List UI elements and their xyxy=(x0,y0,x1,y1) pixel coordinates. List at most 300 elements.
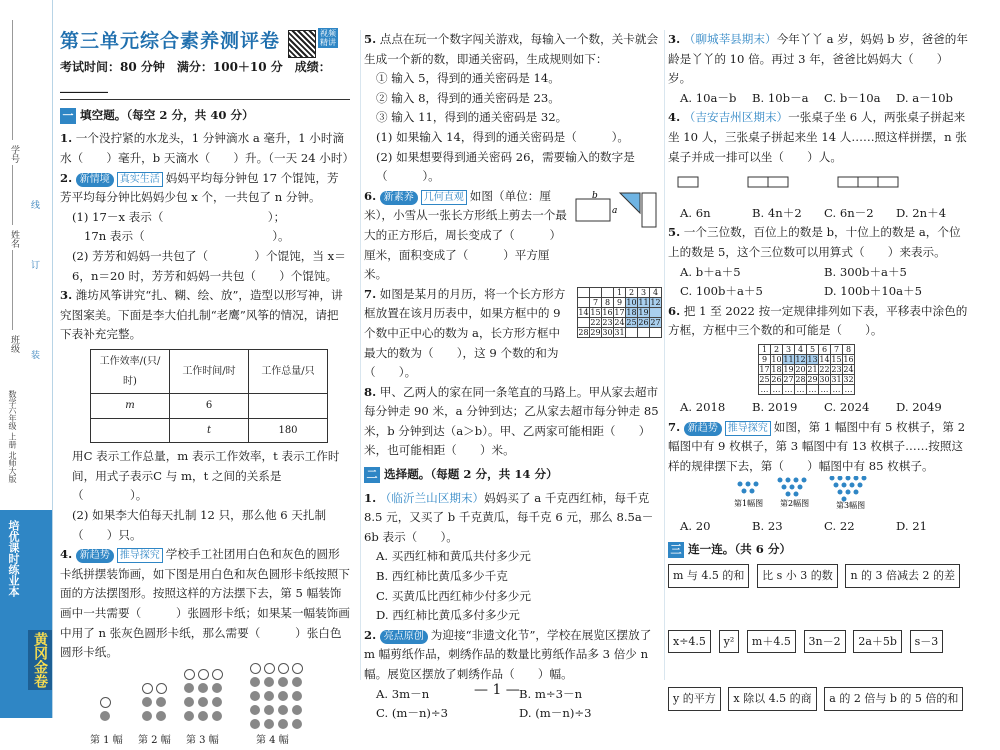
num-cell: … xyxy=(772,384,781,394)
num-cell: 9 xyxy=(759,354,771,364)
cal-cell: 24 xyxy=(614,317,625,327)
chess-piece xyxy=(858,483,863,488)
edition-label: 北师大版 xyxy=(8,451,17,484)
cal-cell: 26 xyxy=(638,317,649,327)
chess-piece xyxy=(782,485,787,490)
num-cell: … xyxy=(820,384,829,394)
white-circle xyxy=(184,669,195,680)
name-label: 姓名 xyxy=(9,230,19,248)
num-cell: 24 xyxy=(843,364,854,374)
chess-piece xyxy=(834,483,839,488)
question-text: 妈妈平均每分钟包 17 个馄饨，芳芳平均每分钟比妈妈少包 x 个，一共包了 n 分钟。 xyxy=(60,170,339,205)
gray-circle xyxy=(250,691,260,701)
num-cell: 23 xyxy=(831,364,842,374)
question-text: 一张桌子坐 6 人，两张桌子拼起来坐 10 人，三张桌子拼起来坐 14 人……照这样拼摆，n 张桌子并成一排可以坐（ ）人。 xyxy=(668,110,967,164)
column-2 xyxy=(364,30,662,724)
table-cell: 180 xyxy=(249,418,328,443)
student-id-label: 学号 xyxy=(9,145,19,163)
cal-cell xyxy=(650,327,662,337)
num-cell: 4 xyxy=(795,344,807,354)
link-bottom-item[interactable]: a 的 2 倍与 b 的 5 倍的和 xyxy=(824,687,963,711)
binding-margin xyxy=(0,0,53,718)
cal-cell: 30 xyxy=(602,327,613,337)
section-number: 三 xyxy=(668,542,684,558)
chess-piece xyxy=(778,478,783,483)
triangle-shape xyxy=(620,193,640,213)
choice-1 xyxy=(364,489,662,548)
num-cell: 21 xyxy=(807,364,818,374)
gray-circle xyxy=(292,719,302,729)
page-title: 第三单元综合素养测评卷 xyxy=(60,30,281,52)
exam-info: 考试时间：80 分钟 满分：100＋10 分 成绩：________ xyxy=(60,58,350,100)
options-row xyxy=(668,204,968,224)
chess-piece xyxy=(838,476,843,481)
table-rect xyxy=(768,177,788,187)
option[interactable]: D. 100b＋10a＋5 xyxy=(824,284,923,299)
chess-piece xyxy=(786,492,791,497)
question-number: 8. xyxy=(364,384,377,399)
num-cell: 17 xyxy=(759,364,770,374)
number-table xyxy=(758,344,855,395)
cal-cell: 1 xyxy=(614,287,626,297)
table-rect xyxy=(678,177,698,187)
question-number: 7. xyxy=(668,419,681,434)
section-heading xyxy=(60,106,350,126)
cal-cell: 7 xyxy=(590,297,602,307)
num-cell: 18 xyxy=(771,364,782,374)
column-divider xyxy=(664,30,665,680)
option[interactable]: A. b＋a＋5 xyxy=(680,264,741,279)
label-b: b xyxy=(592,190,598,201)
question-text: 为迎接“非遗文化节”，学校在展览区摆放了 m 幅剪纸作品，刺绣作品的数量比剪纸作品多 3 倍少 n 幅。展览区摆放了刺绣作品（ ）幅。 xyxy=(364,627,652,681)
chess-piece xyxy=(846,490,851,495)
link-bottom-item[interactable]: y 的平方 xyxy=(668,687,721,711)
cal-cell: 16 xyxy=(602,307,613,317)
page-number: — 1 — xyxy=(474,682,520,698)
figure-label: 第 3 幅 xyxy=(186,734,219,746)
question-number: 5. xyxy=(668,225,681,240)
num-cell: … xyxy=(784,384,793,394)
gray-circle xyxy=(264,719,274,729)
subquestion: (1) 17－x 表示（ ）； xyxy=(72,209,286,224)
chess-piece xyxy=(742,489,747,494)
chess-piece xyxy=(794,492,799,497)
gray-circle xyxy=(212,697,222,707)
cal-cell xyxy=(578,317,590,327)
rectangle-shape xyxy=(576,199,610,221)
subquestion: 用C 表示工作总量，m 表示工作效率，t 表示工作时间，用式子表示C 与 m，t 之间的关系是（ ）。 xyxy=(72,449,340,503)
question-number: 4. xyxy=(668,110,681,125)
chess-piece xyxy=(802,478,807,483)
num-cell: 29 xyxy=(807,374,818,384)
question-number: 2. xyxy=(60,170,73,185)
choice-7 xyxy=(668,418,968,477)
question-number: 7. xyxy=(364,286,377,301)
column-1 xyxy=(60,29,355,746)
num-cell: … xyxy=(832,384,841,394)
section-heading xyxy=(668,540,968,560)
link-mid-item[interactable]: m＋4.5 xyxy=(747,630,796,654)
chess-piece xyxy=(786,478,791,483)
chess-piece xyxy=(862,476,867,481)
cal-cell: 14 xyxy=(578,307,589,317)
cal-cell xyxy=(626,327,638,337)
table-header: 工作时间/时 xyxy=(170,349,249,393)
gray-circle xyxy=(142,711,152,721)
gray-circle xyxy=(278,705,288,715)
chess-group xyxy=(778,478,807,497)
table-cell[interactable] xyxy=(249,394,328,419)
link-top-item[interactable]: n 的 3 倍减去 2 的差 xyxy=(845,564,960,588)
option[interactable]: C. 22 xyxy=(824,518,855,533)
question-number: 6. xyxy=(364,188,377,203)
link-mid-item[interactable]: 3n－2 xyxy=(804,630,846,654)
cal-cell xyxy=(590,287,602,297)
white-circle xyxy=(264,663,275,674)
question-text: 甲、乙两人的家在同一条笔直的马路上。甲从家去超市每分钟走 90 米，a 分钟到达；乙从家去超市每分钟走 85 米，b 分钟到达（a＞b）。甲、乙两家可能相距（ ）米，也可能相距（ ）米。 xyxy=(364,384,659,458)
column-3 xyxy=(668,30,968,711)
cal-cell: 2 xyxy=(626,287,638,297)
subquestion: 17n 表示（ ）。 xyxy=(84,229,290,244)
section-title: 连一连。（共 6 分） xyxy=(688,542,792,557)
chess-group xyxy=(738,482,759,494)
calendar-table xyxy=(577,287,662,338)
figure-label: 第2幅图 xyxy=(780,499,810,509)
num-cell: 25 xyxy=(759,374,770,384)
class-label: 班级 xyxy=(9,335,19,353)
option[interactable]: A. 20 xyxy=(680,518,711,533)
cal-cell xyxy=(650,307,662,317)
tag-badge: 亮点原创 xyxy=(380,630,428,644)
qr-label: 视频精讲 xyxy=(320,29,336,47)
choice-4 xyxy=(668,108,968,167)
option[interactable]: C. 买黄瓜比西红柿少付多少元 xyxy=(376,588,531,603)
cal-cell xyxy=(578,287,590,297)
option[interactable]: C. (m－n)÷3 xyxy=(376,706,449,721)
rule: ③ 输入 11，得到的通关密码是 32。 xyxy=(376,110,568,125)
qr-code-icon[interactable] xyxy=(288,30,316,58)
gray-circle xyxy=(264,677,274,687)
figure-label: 第 2 幅 xyxy=(138,734,171,746)
question-number: 3. xyxy=(668,32,681,46)
num-cell: 8 xyxy=(843,344,855,354)
option[interactable]: D. a－10b xyxy=(896,90,953,105)
gray-circle xyxy=(278,719,288,729)
option[interactable]: A. 买西红柿和黄瓜共付多少元 xyxy=(376,549,531,564)
chess-piece xyxy=(854,476,859,481)
gray-circle xyxy=(156,697,166,707)
choice-3 xyxy=(668,30,968,89)
cal-cell xyxy=(602,287,614,297)
brand-subtitle: 培优课时练业本 xyxy=(7,520,20,597)
question-number: 4. xyxy=(60,547,73,562)
gray-circle xyxy=(184,697,194,707)
option[interactable]: A. 3m－n xyxy=(376,686,430,701)
seal-mark: 线 xyxy=(29,200,39,209)
section-number: 一 xyxy=(60,108,76,124)
source-label: （临沂兰山区期末） xyxy=(379,490,485,505)
brand-logo: 黄冈金卷 xyxy=(28,630,52,690)
question-number: 6. xyxy=(668,303,681,318)
option[interactable]: B. 10b－a xyxy=(752,90,809,105)
gray-circle xyxy=(292,691,302,701)
rectangle-figure xyxy=(574,189,662,229)
link-bottom-row xyxy=(668,687,968,711)
question-text: 如图，第 1 幅图中有 5 枚棋子，第 2 幅图中有 9 枚棋子，第 3 幅图中有 13 枚棋子……按照这样的规律摆下去，第（ ）幅图中有 85 枚棋子。 xyxy=(668,419,966,473)
publisher-info xyxy=(6,390,18,483)
question-8 xyxy=(364,383,662,461)
question-2 xyxy=(60,169,350,208)
num-cell: 30 xyxy=(819,374,830,384)
num-cell: 2 xyxy=(771,344,783,354)
gray-circle xyxy=(292,677,302,687)
gray-circle xyxy=(264,705,274,715)
choice-6 xyxy=(668,302,968,341)
question-7 xyxy=(364,285,662,383)
gray-circle xyxy=(156,711,166,721)
chess-piece xyxy=(750,489,755,494)
question-text: 妈妈买了 a 千克西红柿，每千克 8.5 元，又买了 b 千克黄瓜，每千克 6 元，那么 8.5a－6b 表示（ ）。 xyxy=(364,490,654,544)
num-cell: 11 xyxy=(783,354,794,364)
tag-badge: 推导探究 xyxy=(725,421,771,436)
option[interactable]: A. 10a－b xyxy=(680,90,737,105)
question-text: 如图是某月的月历，将一个长方形方框放置在该月历表中，如果方框中的 9 个数中正中心的数为 a，长方形方框中最大的数为（ ），这 9 个数的和为（ ）。 xyxy=(364,286,566,380)
table-cell[interactable] xyxy=(91,418,170,443)
question-text: 一个没拧紧的水龙头，1 分钟滴水 a 毫升，1 小时滴水（ ）毫升，b 天滴水（ ）升。（一天 24 小时） xyxy=(60,131,355,165)
cal-cell xyxy=(638,327,650,337)
table-group xyxy=(748,177,788,187)
chess-piece xyxy=(798,485,803,490)
question-number: 5. xyxy=(364,32,377,46)
link-mid-item[interactable]: 2a＋5b xyxy=(853,630,902,654)
question-3 xyxy=(60,286,350,345)
gray-circle xyxy=(198,683,208,693)
link-mid-row xyxy=(668,630,968,654)
num-cell: 14 xyxy=(819,354,830,364)
options-row xyxy=(668,517,968,537)
tag-badge: 真实生活 xyxy=(117,172,163,187)
subquestion: (2) 如果想要得到通关密码 26，需要输入的数字是（ ）。 xyxy=(376,149,635,184)
cal-cell: 18 xyxy=(626,307,637,317)
white-circle xyxy=(142,683,153,694)
section-title: 填空题。（每空 2 分，共 40 分） xyxy=(80,107,254,122)
num-cell: … xyxy=(760,384,769,394)
chess-piece xyxy=(790,485,795,490)
num-cell: 12 xyxy=(795,354,806,364)
option[interactable]: D. 2049 xyxy=(896,399,942,414)
circle-figures xyxy=(60,669,350,746)
cal-cell: 29 xyxy=(590,327,601,337)
chess-piece xyxy=(846,476,851,481)
num-cell: … xyxy=(796,384,805,394)
option[interactable]: C. 100b＋a＋5 xyxy=(680,284,763,299)
link-mid-item[interactable]: s－3 xyxy=(910,630,944,654)
white-circle xyxy=(100,697,111,708)
question-1 xyxy=(60,129,355,168)
subquestion: (2) 芳芳和妈妈一共包了（ ）个馄饨，当 x＝6，n＝20 时，芳芳和妈妈一共包（ ）个馄饨。 xyxy=(72,248,346,283)
option[interactable]: B. 西红柿比黄瓜多少千克 xyxy=(376,569,508,584)
link-top-item[interactable]: 比 s 小 3 的数 xyxy=(757,564,838,588)
question-5 xyxy=(364,30,662,69)
figure-label: 第 1 幅 xyxy=(90,734,123,746)
option[interactable]: B. 23 xyxy=(752,518,783,533)
source-label: （聊城莘县期末） xyxy=(683,32,777,46)
num-cell: 28 xyxy=(795,374,806,384)
num-cell: … xyxy=(844,384,853,394)
option[interactable]: C. b－10a xyxy=(824,90,881,105)
subquestion: (2) 如果李大伯每天扎制 12 只，那么他 6 天扎制（ ）只。 xyxy=(72,508,327,542)
gray-circle xyxy=(250,677,260,687)
options-row xyxy=(668,89,968,109)
table-cell: m xyxy=(91,394,170,419)
tag-badge: 新趋势 xyxy=(76,549,114,563)
num-cell: 20 xyxy=(795,364,806,374)
gray-circle xyxy=(142,697,152,707)
option[interactable]: D. 21 xyxy=(896,518,928,533)
chess-piece xyxy=(754,482,759,487)
cal-cell: 3 xyxy=(638,287,650,297)
chess-figures xyxy=(668,476,968,510)
option[interactable]: B. 2019 xyxy=(752,399,798,414)
options-row xyxy=(668,263,968,302)
gray-circle xyxy=(212,683,222,693)
question-number: 1. xyxy=(364,490,377,505)
question-number: 3. xyxy=(60,288,73,303)
white-circle xyxy=(250,663,261,674)
num-cell: 15 xyxy=(831,354,842,364)
link-bottom-item[interactable]: x 除以 4.5 的商 xyxy=(728,687,816,711)
choice-5 xyxy=(668,223,968,262)
gray-circle xyxy=(278,691,288,701)
option[interactable]: A. 2018 xyxy=(680,399,726,414)
subquestion: (1) 如果输入 14，得到的通关密码是（ ）。 xyxy=(376,129,630,144)
num-cell: 32 xyxy=(843,374,854,384)
question-4 xyxy=(60,545,350,663)
gray-circle xyxy=(292,705,302,715)
option[interactable]: B. m÷3－n xyxy=(519,686,583,701)
gray-circle xyxy=(250,705,260,715)
choice-2 xyxy=(364,626,662,685)
cal-cell: 4 xyxy=(650,287,662,297)
option[interactable]: A. 6n xyxy=(680,205,711,220)
line xyxy=(12,20,13,140)
cal-cell: 17 xyxy=(614,307,625,317)
cal-cell: 12 xyxy=(650,297,661,307)
option[interactable]: D. 西红柿比黄瓜多付多少元 xyxy=(376,608,520,623)
chess-group xyxy=(830,476,867,502)
tag-badge: 新情境 xyxy=(76,173,114,187)
num-cell: 10 xyxy=(771,354,782,364)
question-text: 一个三位数，百位上的数是 b，十位上的数是 a，个位上的数是 5，这个三位数可以用算式（ ）来表示。 xyxy=(668,225,961,259)
question-text: 潍坊风筝讲究“扎、糊、绘、放”，造型以形写神，讲究图案美。下面是李大伯扎制“老鹰”风筝的情况，请把下表补充完整。 xyxy=(60,288,343,342)
num-cell: 3 xyxy=(783,344,795,354)
cal-cell: 11 xyxy=(638,297,649,307)
figure-label: 第1幅图 xyxy=(734,499,764,509)
num-cell: 13 xyxy=(807,354,818,364)
source-label: （吉安吉州区期末） xyxy=(683,110,789,125)
strip-shape xyxy=(642,193,656,227)
option[interactable]: D. (m－n)÷3 xyxy=(519,706,592,721)
table-rect xyxy=(838,177,858,187)
option[interactable]: B. 4n＋2 xyxy=(752,205,802,220)
chess-piece xyxy=(850,483,855,488)
chess-piece xyxy=(854,490,859,495)
option[interactable]: C. 6n－2 xyxy=(824,205,874,220)
chess-piece xyxy=(830,476,835,481)
options-row xyxy=(668,398,968,418)
table-rect xyxy=(878,177,898,187)
cal-cell: 31 xyxy=(614,327,625,337)
link-top-row xyxy=(668,564,968,588)
gray-circle xyxy=(212,711,222,721)
cal-cell: 15 xyxy=(590,307,601,317)
cal-cell: 10 xyxy=(626,297,637,307)
figure-label: 第 4 幅 xyxy=(256,734,289,746)
seal-mark: 装 xyxy=(29,350,39,359)
num-cell: 16 xyxy=(843,354,854,364)
label-a: a xyxy=(612,205,618,216)
table-header: 工作效率/(只/时) xyxy=(91,349,170,393)
option[interactable]: D. 2n＋4 xyxy=(896,205,947,220)
cal-cell: 25 xyxy=(626,317,637,327)
question-text: 今年丫丫 a 岁，妈妈 b 岁，爸爸的年龄是丫丫的 10 倍。再过 3 年，爸爸比妈妈大（ ）岁。 xyxy=(668,32,968,86)
question-text: 如图（单位：厘米），小雪从一张长方形纸上剪去一个最大的正方形后，周长变成了（ ）厘米，面积变成了（ ）平方厘米。 xyxy=(364,188,567,282)
line xyxy=(12,250,13,330)
line xyxy=(12,165,13,225)
cal-cell: 28 xyxy=(578,327,589,337)
gray-circle xyxy=(184,683,194,693)
question-text: 学校手工社团用白色和灰色的圆形卡纸拼摆装饰画，如下图是用白色和灰色圆形卡纸按照下面的方法摆图形。按照这样的方法摆下去，第 5 幅装饰画中一共需要（ ）张圆形卡纸；如果某一幅装饰画中用了 n 张灰色圆形卡纸，那么需要（ ）张白色圆形卡纸。 xyxy=(60,547,350,660)
num-cell: … xyxy=(808,384,817,394)
cal-cell: 27 xyxy=(650,317,661,327)
rule: ① 输入 5，得到的通关密码是 14。 xyxy=(376,71,560,86)
question-number: 2. xyxy=(364,627,377,642)
cal-cell: 9 xyxy=(614,297,626,307)
chess-piece xyxy=(794,478,799,483)
num-cell: 26 xyxy=(771,374,782,384)
option[interactable]: C. 2024 xyxy=(824,399,870,414)
term-label: 上册 xyxy=(8,432,17,449)
grade-label: 数学六年级 xyxy=(8,390,17,430)
work-table xyxy=(90,349,328,443)
gray-circle xyxy=(278,677,288,687)
table-header: 工作总量/只 xyxy=(249,349,328,393)
question-text: 把 1 至 2022 按一定规律排列如下表，平移表中涂色的方框，方框中三个数的和可能是（ ）。 xyxy=(668,303,968,338)
option[interactable]: B. 300b＋a＋5 xyxy=(824,264,907,279)
gray-circle xyxy=(198,697,208,707)
white-circle xyxy=(292,663,303,674)
table-group xyxy=(838,177,898,187)
link-mid-item[interactable]: y² xyxy=(719,630,740,654)
link-top-item[interactable]: m 与 4.5 的和 xyxy=(668,564,749,588)
table-rect xyxy=(748,177,768,187)
num-cell: 27 xyxy=(783,374,794,384)
rule: ② 输入 8，得到的通关密码是 23。 xyxy=(376,90,560,105)
link-mid-item[interactable]: x÷4.5 xyxy=(668,630,711,654)
figure-label: 第3幅图 xyxy=(836,501,866,511)
column-divider xyxy=(360,30,361,680)
white-circle xyxy=(156,683,167,694)
white-circle xyxy=(212,669,223,680)
question-number: 1. xyxy=(60,131,73,146)
gray-circle xyxy=(184,711,194,721)
cal-cell: 23 xyxy=(602,317,613,327)
tag-badge: 推导探究 xyxy=(117,548,163,563)
table-group xyxy=(678,177,698,187)
gray-circle xyxy=(100,711,110,721)
table-cell: t xyxy=(170,418,249,443)
question-text: 点点在玩一个数字闯关游戏，每输入一个数，关卡就会生成一个新的数，即通关密码，生成规则如下： xyxy=(364,32,659,66)
